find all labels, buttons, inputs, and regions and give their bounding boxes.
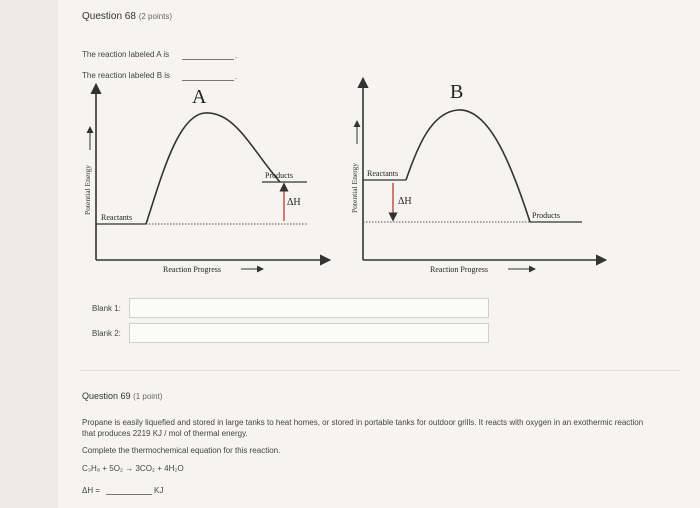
reaction-a-prompt: The reaction labeled A is [82,50,170,59]
diagram-a-letter: A [192,86,207,108]
blank-1-input[interactable] [129,298,489,318]
blank-1-label: Blank 1: [92,304,121,313]
delta-h-unit: KJ [154,486,164,495]
question-69-instruction: Complete the thermochemical equation for this reaction. [82,446,281,455]
reaction-a-period: . [235,51,238,60]
diagram-a-reactants-label: Reactants [101,213,133,222]
reaction-b-period: . [235,72,238,81]
diagram-a-y-label: Potential Energy [83,164,92,215]
diagram-a-delta-h: ΔH [287,197,301,208]
diagram-a-energy-curve [146,113,280,224]
diagram-b-letter: B [450,81,464,103]
question-69-header [82,391,162,401]
reaction-b-prompt: The reaction labeled B is [82,71,171,80]
diagram-a-products-label: Products [265,171,293,180]
diagram-b-delta-h: ΔH [398,196,412,207]
diagram-a-x-label: Reaction Progress [163,265,221,274]
diagram-b-energy-curve [406,110,530,222]
delta-h-label: ΔH = [82,486,101,495]
diagram-b [350,80,604,274]
thermochemical-equation: C₃H₈ + 5O₂ → 3CO₂ + 4H₂O [82,464,184,473]
diagram-b-y-label: Potential Energy [350,162,359,213]
question-divider [80,370,680,371]
blank-2-input[interactable] [129,323,489,343]
diagram-b-products-label: Products [532,211,560,220]
delta-h-blank-line[interactable] [106,494,152,495]
question-69-title: Question 69 [82,391,131,401]
question-68-points: (2 points) [138,12,173,21]
question-69-body: Propane is easily liquefied and stored in large tanks to heat homes, or stored in portable tanks for outdoor grills. It reacts with oxygen in an exothermic reaction that produces 2219 KJ / mol of thermal energy. [82,418,644,438]
question-69-points: (1 point) [133,392,163,401]
diagram-a [83,86,328,274]
blank-2-label: Blank 2: [92,329,121,338]
diagram-b-x-label: Reaction Progress [430,265,488,274]
diagram-b-reactants-label: Reactants [367,169,399,178]
question-68-title: Question 68 [82,11,136,22]
